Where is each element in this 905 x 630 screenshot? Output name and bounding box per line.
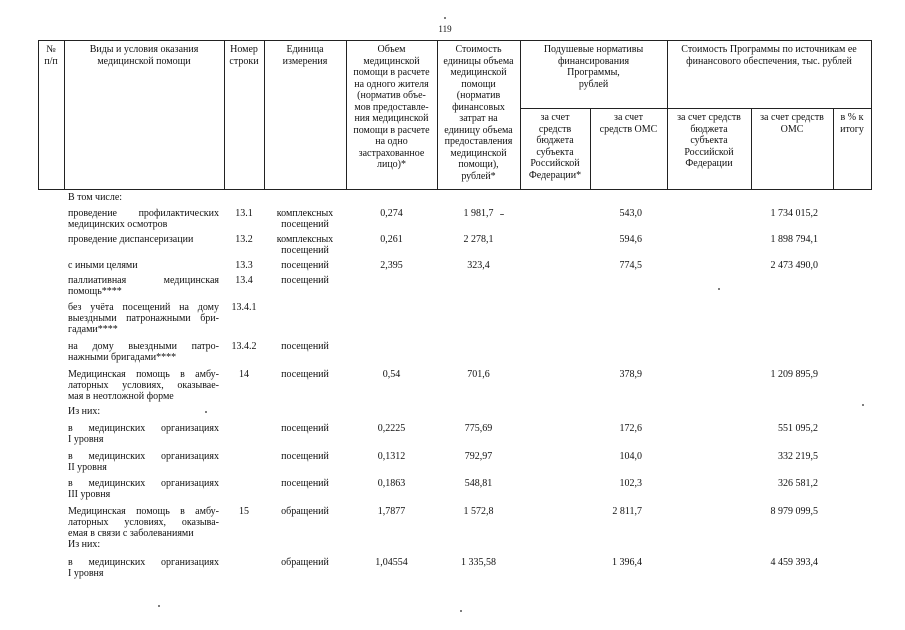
row-label: паллиативная медицинская: [68, 275, 219, 286]
row-label: в медицинских организациях: [68, 478, 219, 489]
scan-speck: [500, 214, 504, 215]
row-unit: комплексных: [276, 234, 334, 245]
scan-speck: [718, 288, 720, 290]
row-percapita-oms: 172,6: [619, 423, 642, 434]
row-number: 13.2: [235, 234, 253, 245]
row-cost: 2 278,1: [463, 234, 494, 245]
row-unit: посещений: [281, 423, 329, 434]
header-number: № п/п: [44, 44, 58, 67]
row-program-oms: 1 898 794,1: [770, 234, 818, 245]
row-cost: 1 335,58: [461, 557, 496, 568]
row-label: в медицинских организациях: [68, 451, 219, 462]
header-volume: Объем медицинской помощи в расчете на одного жителя (норматив объе- мов предоставле- ния медицинской помощи в расчете на одно застрахованное лицо)*: [353, 44, 430, 170]
row-percapita-oms: 543,0: [619, 208, 642, 219]
row-label: гадами****: [68, 324, 118, 335]
row-cost: 323,4: [467, 260, 490, 271]
header-per-capita: Подушевые нормативы финансирования Программы, рублей: [543, 44, 644, 90]
row-cost: 1 981,7: [463, 208, 494, 219]
header-row-number: Номер строки: [229, 44, 259, 67]
row-program-oms: 8 979 099,5: [770, 506, 818, 517]
page-number: 119: [438, 24, 452, 34]
row-volume: 2,395: [380, 260, 403, 271]
row-label: латорных условиях, оказывае-: [68, 380, 219, 391]
row-label: проведение профилактических: [68, 208, 219, 219]
row-label: с иными целями: [68, 260, 138, 271]
header-prog-budget-sub: за счет средств бюджета субъекта Российской Федерации: [677, 112, 741, 169]
row-unit: посещений: [281, 341, 329, 352]
row-cost: 701,6: [467, 369, 490, 380]
row-unit: посещений: [281, 245, 329, 256]
row-volume: 1,04554: [375, 557, 408, 568]
row-cost: 775,69: [464, 423, 493, 434]
row-label: Медицинская помощь в амбу-: [68, 506, 219, 517]
row-label: проведение диспансеризации: [68, 234, 194, 245]
row-percapita-oms: 102,3: [619, 478, 642, 489]
header-prog-oms-sub: за счет средств ОМС: [760, 112, 824, 135]
row-volume: 0,1863: [377, 478, 406, 489]
row-label: Из них:: [68, 406, 101, 417]
row-percapita-oms: 774,5: [619, 260, 642, 271]
row-label: медицинских осмотров: [68, 219, 168, 230]
row-number: 13.1: [235, 208, 253, 219]
row-volume: 0,274: [380, 208, 403, 219]
row-label: I уровня: [68, 434, 104, 445]
row-unit: посещений: [281, 451, 329, 462]
grid-line: [38, 40, 872, 41]
row-label: Из них:: [68, 539, 101, 550]
row-label: В том числе:: [68, 192, 123, 203]
row-label: II уровня: [68, 462, 107, 473]
row-percapita-oms: 104,0: [619, 451, 642, 462]
row-volume: 0,261: [380, 234, 403, 245]
row-number: 14: [239, 369, 249, 380]
row-label: нажными бригадами****: [68, 352, 177, 363]
row-unit: посещений: [281, 219, 329, 230]
row-cost: 792,97: [464, 451, 493, 462]
row-label: без учёта посещений на дому: [68, 302, 219, 313]
row-percapita-oms: 2 811,7: [612, 506, 642, 517]
row-unit: посещений: [281, 275, 329, 286]
row-number: 15: [239, 506, 249, 517]
row-label: выездными патронажными бри-: [68, 313, 219, 324]
row-unit: посещений: [281, 369, 329, 380]
scan-speck: [205, 411, 207, 413]
row-label: Медицинская помощь в амбу-: [68, 369, 219, 380]
grid-line: [520, 108, 872, 109]
header-cost: Стоимость единицы объема медицинской помощи (норматив финансовых затрат на единицу объема предоставления медицинской помощи), рублей*: [443, 44, 514, 182]
row-program-oms: 326 581,2: [778, 478, 818, 489]
scan-speck: [158, 605, 160, 607]
row-cost: 1 572,8: [463, 506, 494, 517]
header-prog-pct-sub: в % к итогу: [840, 112, 864, 135]
row-program-oms: 4 459 393,4: [770, 557, 818, 568]
row-unit: посещений: [281, 260, 329, 271]
scan-speck: [460, 610, 462, 612]
row-percapita-oms: 378,9: [619, 369, 642, 380]
row-label: в медицинских организациях: [68, 423, 219, 434]
row-label: мая в неотложной форме: [68, 391, 174, 402]
row-label: III уровня: [68, 489, 111, 500]
row-volume: 1,7877: [377, 506, 406, 517]
header-budget-sub: за счет средств бюджета субъекта Российской Федерации*: [528, 112, 582, 181]
row-number: 13.4.2: [231, 341, 257, 352]
row-cost: 548,81: [464, 478, 493, 489]
scan-speck: [862, 404, 864, 406]
row-program-oms: 332 219,5: [778, 451, 818, 462]
row-unit: обращений: [281, 557, 329, 568]
row-volume: 0,54: [382, 369, 401, 380]
grid-line: [38, 189, 872, 190]
row-label: помощь****: [68, 286, 122, 297]
row-program-oms: 2 473 490,0: [770, 260, 818, 271]
row-label: латорных условиях, оказыва-: [68, 517, 219, 528]
row-percapita-oms: 594,6: [619, 234, 642, 245]
row-label: на дому выездными патро-: [68, 341, 219, 352]
row-unit: обращений: [281, 506, 329, 517]
scan-speck: [444, 17, 446, 19]
row-volume: 0,1312: [377, 451, 406, 462]
row-label: в медицинских организациях: [68, 557, 219, 568]
row-number: 13.4: [235, 275, 253, 286]
row-unit: посещений: [281, 478, 329, 489]
header-program-cost: Стоимость Программы по источникам ее финансового обеспечения, тыс. рублей: [681, 44, 857, 67]
row-label: емая в связи с заболеваниями: [68, 528, 194, 539]
row-number: 13.3: [235, 260, 253, 271]
grid-line: [871, 40, 872, 190]
row-percapita-oms: 1 396,4: [612, 557, 642, 568]
row-unit: комплексных: [276, 208, 334, 219]
header-unit: Единица измерения: [282, 44, 328, 67]
row-program-oms: 1 734 015,2: [770, 208, 818, 219]
row-program-oms: 1 209 895,9: [770, 369, 818, 380]
row-number: 13.4.1: [231, 302, 257, 313]
header-type: Виды и условия оказания медицинской помощи: [89, 44, 199, 67]
row-program-oms: 551 095,2: [778, 423, 818, 434]
header-oms-sub: за счет средств ОМС: [599, 112, 658, 135]
row-volume: 0,2225: [377, 423, 406, 434]
row-label: I уровня: [68, 568, 104, 579]
